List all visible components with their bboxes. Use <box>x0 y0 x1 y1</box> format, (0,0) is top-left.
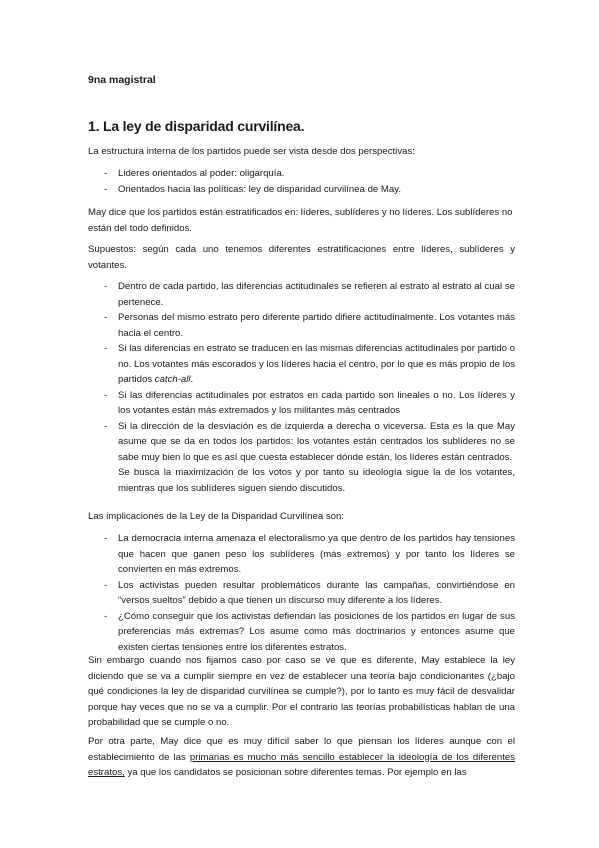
lecture-label: 9na magistral <box>88 74 156 86</box>
paragraph-primaries <box>88 734 515 781</box>
list-item-continuation: Se busca la maximización de los votos y por tanto su ideología sigue la de los votantes, mientras que los sublíderes siguen siendo discutidos. <box>118 467 515 494</box>
paragraph-text-end: ya que los candidatos se posicionan sobre diferentes temas. Por ejemplo en las <box>124 767 467 778</box>
list-item: - La democracia interna amenaza el electoralismo ya que dentro de los partidos hay tensiones que hacen que ganen peso los sublíderes (más extremos) y por tanto los líderes se convierten en más extremos. <box>88 531 515 578</box>
list-item: - Dentro de cada partido, las diferencias actitudinales se refieren al estrato al estrato al cual se pertenece. <box>88 279 515 310</box>
list-item: - ¿Cómo conseguir que los activistas defiendan las posiciones de los partidos en lugar de sus preferencias más extremas? Los asume como más doctrinarios y entonces asume que existen ciertas tensiones entre los diferentes estratos. <box>88 609 515 656</box>
paragraph-implications: Las implicaciones de la Ley de la Disparidad Curvilínea son: <box>88 511 344 522</box>
list-item: - Si las diferencias actitudinales por estratos en cada partido son lineales o no. Los líderes y los votantes están más extremados y los militantes más centrados <box>88 388 515 419</box>
list-item: - Los activistas pueden resultar problemáticos durante las campañas, convirtiéndose en “versos sueltos” debido a que tienen un discurso muy diferente a los líderes. <box>88 578 515 609</box>
paragraph-intro: La estructura interna de los partidos puede ser vista desde dos perspectivas: <box>88 146 415 157</box>
paragraph-text: Por otra parte, May dice que es muy difícil saber lo que piensan los líderes aunque con el establecimiento de las <box>88 736 515 763</box>
list-item: - Personas del mismo estrato pero diferente partido difiere actitudinalmente. Los votantes más hacia el centro. <box>88 310 515 341</box>
paragraph-critique: Sin embargo cuando nos fijamos caso por caso se ve que es diferente, May establece la ley diciendo que se va a cumplir siempre en vez de establecer una teoría bajo condicionantes (¿bajo qué condiciones la ley de disparidad curvilínea se cumple?), por lo tanto es muy fácil de desvalidar porque hay veces que no se va a cumplir. Por el contrario las teorías probabilísticas hablan de una probabilidad que se cumple o no. <box>88 655 515 728</box>
list-item-text-end: . <box>190 374 194 385</box>
list-item-text: Si las diferencias en estrato se traducen en las mismas diferencias actitudinales por partido o no. Los votantes más escorados y los líderes hacia el centro, por lo que es más propio de los partidos <box>118 343 515 385</box>
paragraph-assumptions: Supuestos: según cada uno tenemos diferentes estratificaciones entre líderes, sublíderes y votantes. <box>88 244 515 271</box>
assumptions-list <box>88 279 515 496</box>
emphasis-catch-all: catch-all <box>154 374 191 385</box>
list-item-text: Si la dirección de la desviación es de izquierda a derecha o viceversa. Esta es la que May asume que se da en todos los partidos: los votantes están centrados los sublíderes no se sabe muy bien lo que es así que cuesta establecer dónde están, los líderes están centrados. <box>118 420 515 463</box>
list-item <box>88 341 515 388</box>
section-title: 1. La ley de disparidad curvilínea. <box>88 118 305 134</box>
list-item <box>88 419 515 497</box>
underlined-text: primarias es mucho más sencillo establecer la ideología de los diferentes estratos, <box>88 751 516 778</box>
paragraph-strata: May dice que los partidos están estratificados en: líderes, sublíderes y no líderes. Los sublíderes no están del todo definidos. <box>88 207 513 234</box>
perspectives-list <box>88 166 515 197</box>
list-item: - Orientados hacia las políticas: ley de disparidad curvilínea de May. <box>88 182 515 198</box>
implications-list <box>88 531 515 655</box>
list-item: - Lideres orientados al poder: oligarquía. <box>88 166 515 182</box>
